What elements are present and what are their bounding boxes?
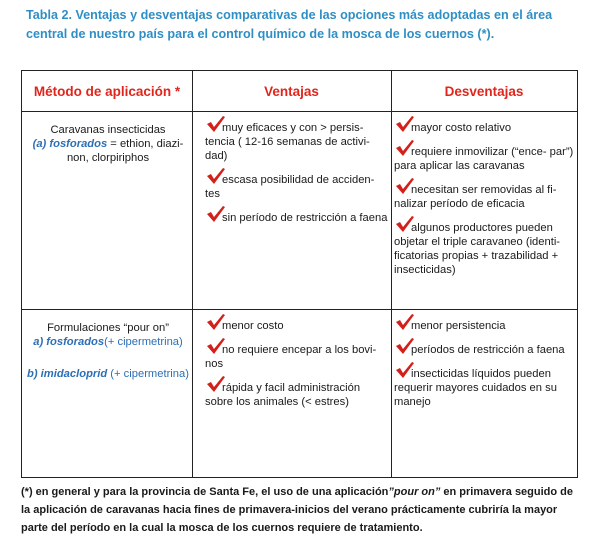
- header-method: Método de aplicación *: [33, 83, 181, 99]
- disadvantages-cell: [394, 115, 574, 277]
- list-item: [205, 115, 388, 163]
- chemical-label: a) fosforados: [33, 336, 105, 348]
- disadvantage-text: insecticidas líquidos pueden requerir mayores cuidados en su manejo: [394, 368, 557, 408]
- chemical-label: b) imidacloprid: [27, 368, 108, 380]
- list-item: [205, 205, 388, 225]
- row-divider: [22, 309, 577, 310]
- method-chemicals: [26, 367, 190, 381]
- table-footnote: [21, 483, 581, 537]
- checkmark-icon: [206, 167, 226, 185]
- method-cell-caravanas: [26, 123, 190, 165]
- checkmark-icon: [395, 215, 415, 233]
- checkmark-icon: [206, 375, 226, 393]
- advantage-text: menor costo: [222, 320, 284, 332]
- chemical-list: = ethion, diazi-: [107, 138, 184, 150]
- method-cell-pour-on: [26, 321, 190, 381]
- list-item: [205, 313, 388, 333]
- checkmark-icon: [395, 139, 415, 157]
- disadvantage-text: menor persistencia: [411, 320, 506, 332]
- table-title: Tabla 2. Ventajas y desventajas comparativas de las opciones más adoptadas en el área central de nuestro país para el control químico de la mosca de los cuernos (*).: [26, 8, 553, 41]
- method-name: Caravanas insecticidas: [50, 124, 166, 136]
- header-advantages: Ventajas: [264, 83, 319, 99]
- comparison-table: [21, 70, 578, 478]
- list-item: [394, 177, 574, 211]
- list-item: [394, 115, 574, 135]
- checkmark-icon: [206, 313, 226, 331]
- checkmark-icon: [395, 115, 415, 133]
- disadvantage-text: algunos productores pueden objetar el triple caravaneo (identi- ficatorias propias + trazabilidad + insecticidas): [394, 222, 561, 276]
- disadvantage-text: necesitan ser removidas al fi- nalizar período de eficacia: [394, 184, 557, 210]
- list-item: [394, 361, 574, 409]
- checkmark-icon: [206, 337, 226, 355]
- chemical-note: (+ cipermetrina): [104, 336, 183, 348]
- chemical-label: (a) fosforados: [32, 138, 108, 150]
- advantage-text: sin período de restricción a faena: [222, 212, 388, 224]
- checkmark-icon: [395, 361, 415, 379]
- advantage-text: no requiere encepar a los bovi- nos: [205, 344, 377, 370]
- footnote-italic: ”pour on”: [388, 486, 441, 498]
- method-chemicals: [26, 335, 190, 349]
- header-divider: [22, 111, 577, 112]
- list-item: [394, 313, 574, 333]
- disadvantage-text: mayor costo relativo: [411, 122, 512, 134]
- disadvantage-text: períodos de restricción a faena: [411, 344, 565, 356]
- list-item: [394, 337, 574, 357]
- checkmark-icon: [395, 337, 415, 355]
- disadvantage-text: requiere inmovilizar (“ence- par”) para aplicar las caravanas: [394, 146, 574, 172]
- advantages-cell: [205, 115, 388, 225]
- checkmark-icon: [206, 205, 226, 223]
- footnote-part2: en primavera seguido de la aplicación de caravanas hacia fines de primavera-inicios del verano prácticamente cubriría la mayor parte del período en la cual la mosca de los cuernos requiere de tratamiento.: [21, 486, 573, 534]
- list-item: [205, 375, 388, 409]
- header-disadvantages: Desventajas: [444, 83, 524, 99]
- chemical-note: (+ cipermetrina): [107, 368, 189, 380]
- checkmark-icon: [395, 313, 415, 331]
- list-item: [394, 139, 574, 173]
- disadvantages-cell: [394, 313, 574, 409]
- method-chemicals: [26, 137, 190, 151]
- column-divider: [192, 71, 193, 477]
- list-item: [205, 337, 388, 371]
- list-item: [205, 167, 388, 201]
- advantage-text: escasa posibilidad de acciden- tes: [205, 174, 375, 200]
- footnote-part1: (*) en general y para la provincia de Santa Fe, el uso de una aplicación: [21, 486, 389, 498]
- advantage-text: rápida y facil administración sobre los animales (< estres): [205, 382, 361, 408]
- checkmark-icon: [395, 177, 415, 195]
- advantage-text: muy eficaces y con > persis- tencia ( 12-16 semanas de activi- dad): [205, 122, 370, 162]
- advantages-cell: [205, 313, 388, 409]
- checkmark-icon: [206, 115, 226, 133]
- method-name: Formulaciones “pour on”: [47, 322, 169, 334]
- chemical-list-cont: non, clorpiriphos: [66, 152, 150, 164]
- list-item: [394, 215, 574, 277]
- column-divider: [391, 71, 392, 477]
